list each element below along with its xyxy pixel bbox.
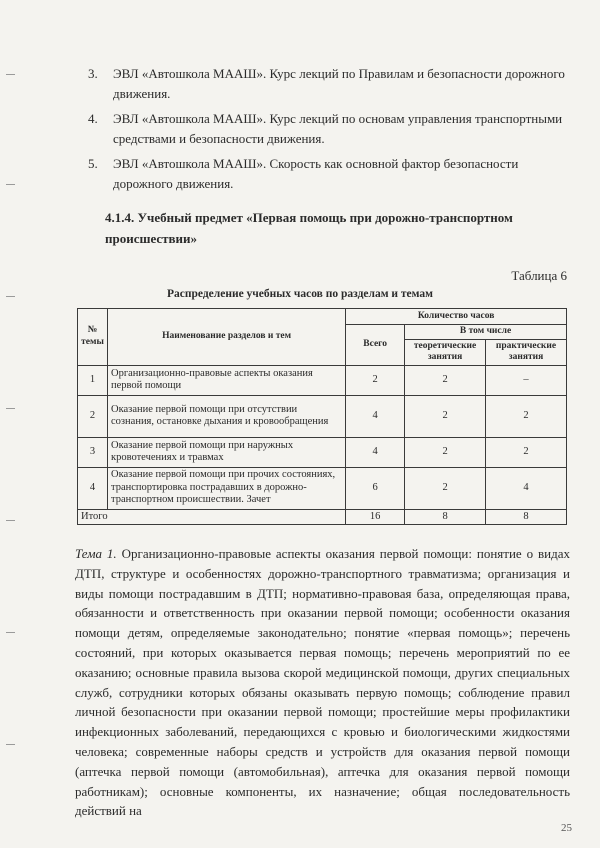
row-theory: 2 — [405, 395, 486, 437]
reference-number: 3. — [88, 66, 98, 81]
total-all: 16 — [346, 509, 405, 525]
row-total: 4 — [346, 395, 405, 437]
table-row — [78, 467, 567, 509]
table-row — [78, 395, 567, 437]
header-num: № темы — [78, 309, 108, 366]
row-num: 3 — [78, 437, 108, 467]
topic-text: Организационно-правовые аспекты оказания первой помощи: понятие о видах ДТП, структуре и особенностях дорожно-транспортного травматизма; организация и виды помощи пострадавшим в ДТП; нормативно-правовая база, определяющая права, обязанности и ответственность при оказании первой помощи; особенности оказания помощи детям, определяемые законодательно; понятие «первая помощь»; перечень состояний, при которых оказывается первая помощь; перечень мероприятий по ее оказанию; основные правила вызова скорой медицинской помощи, других специальных служб, сотрудники которых обязаны оказывать первую помощь; соблюдение правил личной безопасности при оказании первой помощи; простейшие меры профилактики инфекционных заболеваний, передающихся с кровью и биологическими жидкостями человека; современные наборы средств и устройств для оказания первой помощи (аптечка первой помощи (автомобильная), аптечка для оказания первой помощи работникам); основные компоненты, их назначение; общая последовательность действий на — [75, 546, 570, 819]
row-num: 2 — [78, 395, 108, 437]
total-label: Итого — [78, 509, 346, 525]
table-caption: Таблица 6 — [511, 268, 567, 283]
table-row — [78, 365, 567, 395]
reference-text: ЭВЛ «Автошкола МААШ». Курс лекций по Правилам и безопасности дорожного движения. — [113, 66, 565, 101]
row-theory: 2 — [405, 467, 486, 509]
reference-text: ЭВЛ «Автошкола МААШ». Курс лекций по основам управления транспортными средствами и безопасности движения. — [113, 111, 563, 146]
body-paragraph — [75, 544, 570, 821]
row-name: Оказание первой помощи при отсутствии сознания, остановке дыхания и кровообращения — [107, 395, 345, 437]
page-number: 25 — [561, 822, 572, 834]
header-including: В том числе — [405, 325, 567, 340]
section-heading: 4.1.4. Учебный предмет «Первая помощь при дорожно-транспортном происшествии» — [105, 210, 513, 246]
header-hours: Количество часов — [346, 309, 567, 325]
margin-mark — [6, 408, 15, 409]
row-name: Оказание первой помощи при наружных кровотечениях и травмах — [107, 437, 345, 467]
table-title: Распределение учебных часов по разделам и темам — [166, 288, 433, 300]
margin-mark — [6, 74, 15, 75]
total-theory: 8 — [405, 509, 486, 525]
header-practice: практические занятия — [486, 339, 567, 365]
row-theory: 2 — [405, 365, 486, 395]
row-practice: – — [486, 365, 567, 395]
reference-item — [88, 64, 568, 103]
row-total: 6 — [346, 467, 405, 509]
reference-number: 5. — [88, 156, 98, 171]
header-name: Наименование разделов и тем — [107, 309, 345, 366]
topic-label: Тема 1. — [75, 546, 117, 561]
margin-mark — [6, 296, 15, 297]
table-total-row — [78, 509, 567, 525]
total-practice: 8 — [486, 509, 567, 525]
row-theory: 2 — [405, 437, 486, 467]
row-name: Оказание первой помощи при прочих состояниях, транспортировка пострадавших в дорожно-транспортном происшествии. Зачет — [107, 467, 345, 509]
row-total: 2 — [346, 365, 405, 395]
row-num: 4 — [78, 467, 108, 509]
hours-table — [77, 308, 567, 525]
reference-list — [88, 64, 568, 199]
reference-text: ЭВЛ «Автошкола МААШ». Скорость как основной фактор безопасности дорожного движения. — [113, 156, 519, 191]
header-total: Всего — [346, 325, 405, 366]
margin-mark — [6, 520, 15, 521]
row-name: Организационно-правовые аспекты оказания первой помощи — [107, 365, 345, 395]
margin-mark — [6, 184, 15, 185]
table-row — [78, 437, 567, 467]
row-num: 1 — [78, 365, 108, 395]
margin-mark — [6, 744, 15, 745]
reference-item — [88, 154, 568, 193]
row-practice: 2 — [486, 437, 567, 467]
row-practice: 4 — [486, 467, 567, 509]
header-theory: теоретические занятия — [405, 339, 486, 365]
row-practice: 2 — [486, 395, 567, 437]
margin-mark — [6, 632, 15, 633]
reference-number: 4. — [88, 111, 98, 126]
reference-item — [88, 109, 568, 148]
row-total: 4 — [346, 437, 405, 467]
